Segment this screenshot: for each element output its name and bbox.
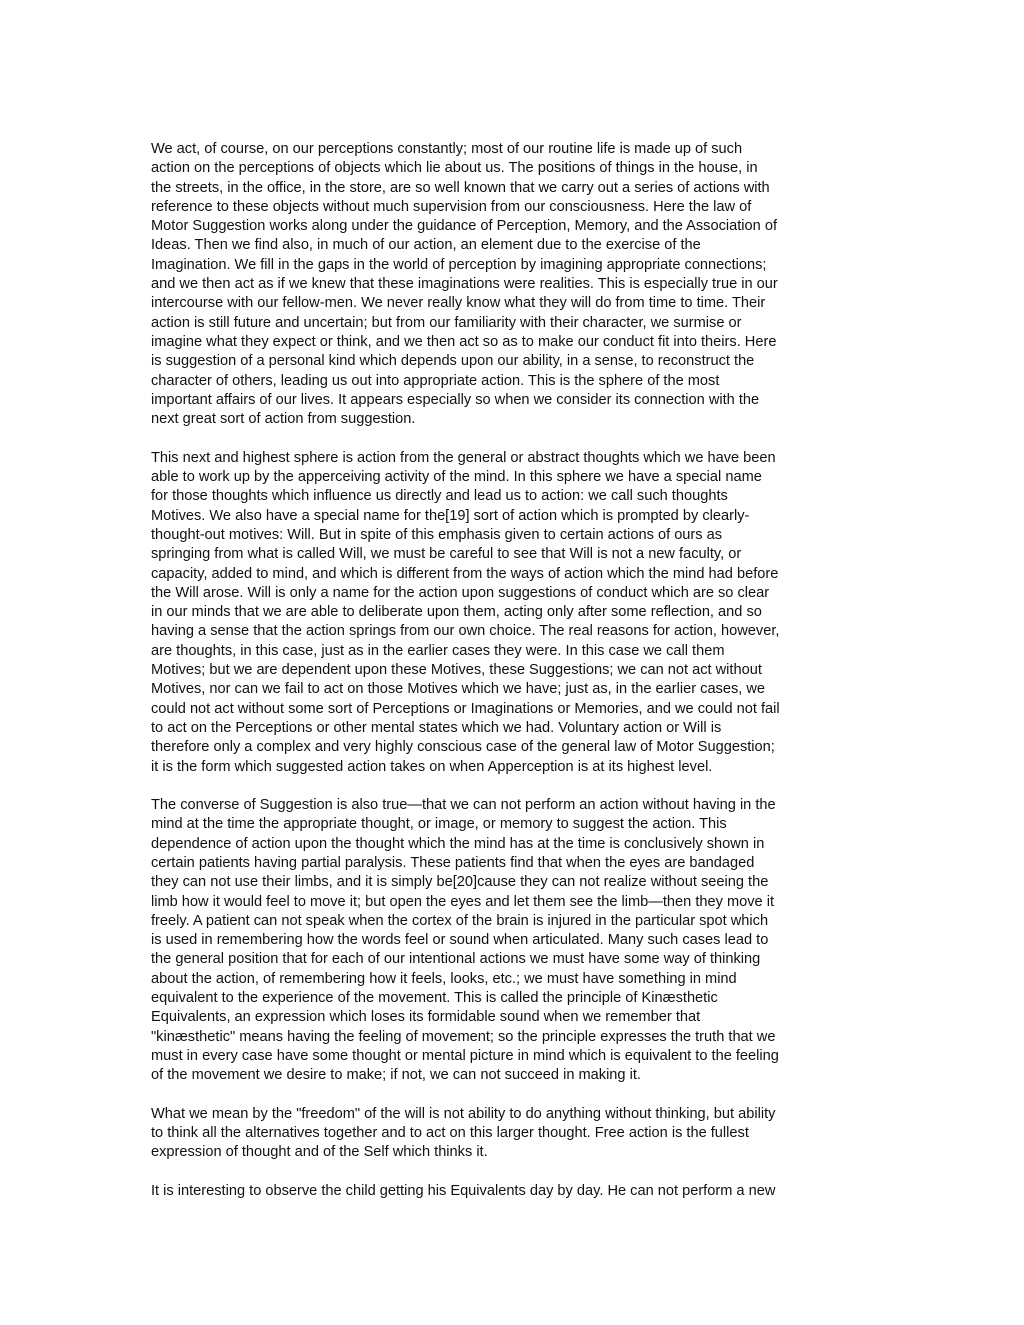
paragraph — [151, 796, 875, 1085]
text-line: the Will arose. Will is only a name for the action upon suggestions of conduct which are so clear — [151, 584, 770, 601]
text-line: mind at the time the appropriate thought, or image, or memory to suggest the action. This — [151, 816, 727, 833]
text-line: What we mean by the "freedom" of the will is not ability to do anything without thinking, but ability — [151, 1105, 776, 1122]
text-line: for those thoughts which influence us directly and lead us to action: we call such thoughts — [151, 488, 728, 505]
text-line: expression of thought and of the Self which thinks it. — [151, 1144, 488, 1161]
text-line: The converse of Suggestion is also true—that we can not perform an action without having in the — [151, 797, 776, 814]
text-line: dependence of action upon the thought which the mind has at the time is conclusively shown in — [151, 835, 765, 852]
text-line: limb how it would feel to move it; but open the eyes and let them see the limb—then they move it — [151, 893, 774, 910]
text-line: able to work up by the apperceiving activity of the mind. In this sphere we have a special name — [151, 469, 762, 486]
text-line: of the movement we desire to make; if not, we can not succeed in making it. — [151, 1067, 641, 1084]
text-line: to act on the Perceptions or other mental states which we had. Voluntary action or Will is — [151, 719, 722, 736]
text-line: capacity, added to mind, and which is different from the ways of action which the mind had before — [151, 565, 779, 582]
text-line: springing from what is called Will, we must be careful to see that Will is not a new faculty, or — [151, 546, 742, 563]
paragraph — [151, 1105, 875, 1163]
text-line: certain patients having partial paralysis. These patients find that when the eyes are bandaged — [151, 854, 755, 871]
text-line: Ideas. Then we find also, in much of our action, an element due to the exercise of the — [151, 237, 701, 254]
text-line: Equivalents, an expression which loses its formidable sound when we remember that — [151, 1009, 701, 1026]
text-line: Imagination. We fill in the gaps in the world of perception by imagining appropriate connections; — [151, 256, 767, 273]
text-line: reference to these objects without much supervision from our consciousness. Here the law of — [151, 198, 752, 215]
text-line: thought-out motives: Will. But in spite of this emphasis given to certain actions of ours as — [151, 526, 723, 543]
text-line: it is the form which suggested action takes on when Apperception is at its highest level. — [151, 758, 713, 775]
text-line: Motives, nor can we fail to act on those Motives which we have; just as, in the earlier cases, we — [151, 681, 766, 698]
text-line: therefore only a complex and very highly conscious case of the general law of Motor Suggestion; — [151, 739, 775, 756]
text-line: is used in remembering how the words feel or sound when articulated. Many such cases lead to — [151, 932, 769, 949]
text-line: in our minds that we are able to deliberate upon them, acting only after some reflection, and so — [151, 604, 762, 621]
text-line: We act, of course, on our perceptions constantly; most of our routine life is made up of such — [151, 141, 743, 157]
text-line: is suggestion of a personal kind which depends upon our ability, in a sense, to reconstruct the — [151, 353, 755, 370]
text-line: "kinæsthetic" means having the feeling of movement; so the principle expresses the truth that we — [151, 1028, 776, 1045]
text-line: to think all the alternatives together and to act on this larger thought. Free action is the fullest — [151, 1125, 749, 1142]
text-line: Motives; but we are dependent upon these Motives, these Suggestions; we can not act without — [151, 662, 762, 679]
text-line: must in every case have some thought or mental picture in mind which is equivalent to the feeling — [151, 1047, 779, 1064]
text-line: the general position that for each of our intentional actions we must have some way of thinking — [151, 951, 761, 968]
text-line: action on the perceptions of objects which lie about us. The positions of things in the house, in — [151, 160, 758, 177]
text-line: next great sort of action from suggestion. — [151, 411, 416, 428]
text-line: Motor Suggestion works along under the guidance of Perception, Memory, and the Association of — [151, 218, 778, 235]
text-line: action is still future and uncertain; but from our familiarity with their character, we surmise or — [151, 314, 742, 331]
text-line: It is interesting to observe the child getting his Equivalents day by day. He can not perform a new — [151, 1183, 776, 1200]
text-line: could not act without some sort of Perceptions or Imaginations or Memories, and we could not fail — [151, 700, 780, 717]
text-line: are thoughts, in this case, just as in the earlier cases they were. In this case we call them — [151, 642, 725, 659]
text-line: intercourse with our fellow-men. We never really know what they will do from time to time. Their — [151, 295, 766, 312]
text-line: freely. A patient can not speak when the cortex of the brain is injured in the particular spot which — [151, 912, 769, 929]
text-line: imagine what they expect or think, and we then act so as to make our conduct fit into theirs. Here — [151, 333, 777, 350]
paragraph — [151, 1182, 875, 1201]
text-line: This next and highest sphere is action from the general or abstract thoughts which we have been — [151, 449, 776, 466]
text-line: they can not use their limbs, and it is simply be[20]cause they can not realize without seeing the — [151, 874, 769, 891]
text-line: and we then act as if we knew that these imaginations were realities. This is especially true in our — [151, 276, 778, 293]
text-line: the streets, in the office, in the store, are so well known that we carry out a series of actions with — [151, 179, 770, 196]
text-line: Motives. We also have a special name for the[19] sort of action which is prompted by clearly- — [151, 507, 750, 524]
text-line: important affairs of our lives. It appears especially so when we consider its connection with the — [151, 391, 760, 408]
paragraph — [151, 140, 875, 429]
text-line: character of others, leading us out into appropriate action. This is the sphere of the most — [151, 372, 720, 389]
document-page — [151, 140, 875, 1221]
text-line: equivalent to the experience of the movement. This is called the principle of Kinæsthetic — [151, 990, 718, 1007]
text-line: about the action, of remembering how it feels, looks, etc.; we must have something in mind — [151, 970, 737, 987]
paragraph — [151, 449, 875, 777]
text-line: having a sense that the action springs from our own choice. The real reasons for action, however, — [151, 623, 780, 640]
